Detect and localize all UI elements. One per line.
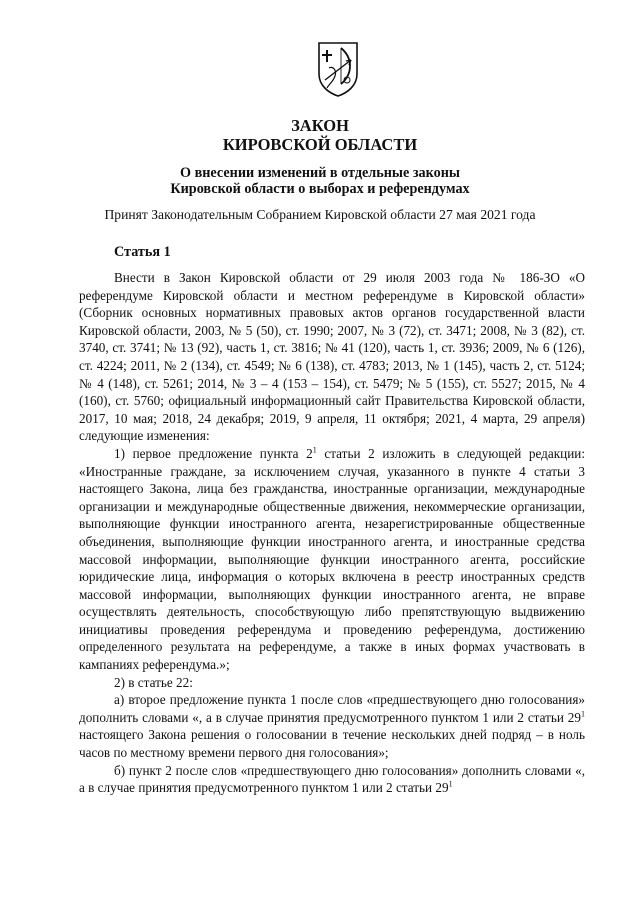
item-2b-text: б) пункт 2 после слов «предшествующего дню голосования» дополнить словами «, а в случае принятия предусмотренного пунктом 1 или 2 статьи 29: [79, 762, 585, 796]
law-body: [79, 269, 585, 797]
paragraph-item-2: 2) в статье 22:: [114, 674, 193, 690]
paragraph-item-2a: [79, 691, 585, 761]
article-heading: Статья 1: [114, 244, 171, 260]
kirov-region-coat-of-arms-icon: [315, 40, 361, 98]
paragraph-item-1: [79, 445, 585, 674]
item-1-text-start: 1) первое предложение пункта 2: [114, 445, 313, 461]
law-subtitle-line2: Кировской области о выборах и референдумах: [170, 181, 470, 197]
law-subtitle-line1: О внесении изменений в отдельные законы: [180, 165, 460, 181]
item-1-superscript: 1: [312, 445, 317, 455]
item-2a-superscript: 1: [581, 709, 585, 719]
law-title-line2: КИРОВСКОЙ ОБЛАСТИ: [222, 135, 418, 154]
item-2b-superscript: 1: [448, 779, 453, 789]
item-2a-text-end: настоящего Закона решения о голосовании в течение нескольких дней подряд – в ноль часов по местному времени первого дня голосования»;: [79, 727, 585, 761]
item-1-text-end: статьи 2 изложить в следующей редакции: «Иностранные граждане, за исключением случая, указанного в пункте 4 статьи 3 настоящего Закона, лица без гражданства, иностранные организации, международные организации и международные общественные движения, некоммерческие организации, выполняющие функции иностранного агента, незарегистрированные общественные объединения, выполняющие функции иностранного агента, и иностранные средства массовой информации, выполняющие функции иностранного агента, российские юридические лица, информация о которых включена в реестр иностранных средств массовой информации, выполняющих функции иностранного агента, не вправе осуществлять деятельность, способствующую либо препятствующую выдвижению инициативы проведения референдума и проведению референдума, достижению определенного результата на референдуме, а также в иных формах участвовать в кампаниях референдума.»;: [79, 445, 585, 673]
paragraph-item-2b: [79, 762, 585, 797]
paragraph-intro: Внести в Закон Кировской области от 29 июля 2003 года № 186-ЗО «О референдуме Кировской области и местном референдуме в Кировской области» (Сборник основных нормативных правовых актов органов государственной власти Кировской области, 2003, № 5 (50), ст. 1990; 2007, № 3 (72), ст. 3471; 2008, № 3 (82), ст. 3740, ст. 3741; № 13 (92), часть 1, ст. 3816; № 41 (120), часть 1, ст. 3936; 2009, № 6 (126), ст. 4224; 2011, № 2 (134), ст. 4549; № 6 (138), ст. 4783; 2013, № 1 (145), часть 2, ст. 5124; № 4 (148), ст. 5261; 2014, № 3 – 4 (153 – 154), ст. 5479; № 5 (155), ст. 5527; 2015, № 4 (160), ст. 5760; официальный информационный сайт Правительства Кировской области, 2017, 10 мая; 2018, 24 декабря; 2019, 9 апреля, 11 октября; 2021, 4 марта, 29 апреля) следующие изменения:: [79, 270, 585, 444]
item-2a-text-start: а) второе предложение пункта 1 после слов «предшествующего дню голосования» дополнить словами «, а в случае принятия предусмотренного пунктом 1 или 2 статьи 29: [79, 692, 585, 725]
law-title-line1: ЗАКОН: [291, 116, 349, 135]
adoption-note: Принят Законодательным Собранием Кировской области 27 мая 2021 года: [104, 207, 536, 222]
